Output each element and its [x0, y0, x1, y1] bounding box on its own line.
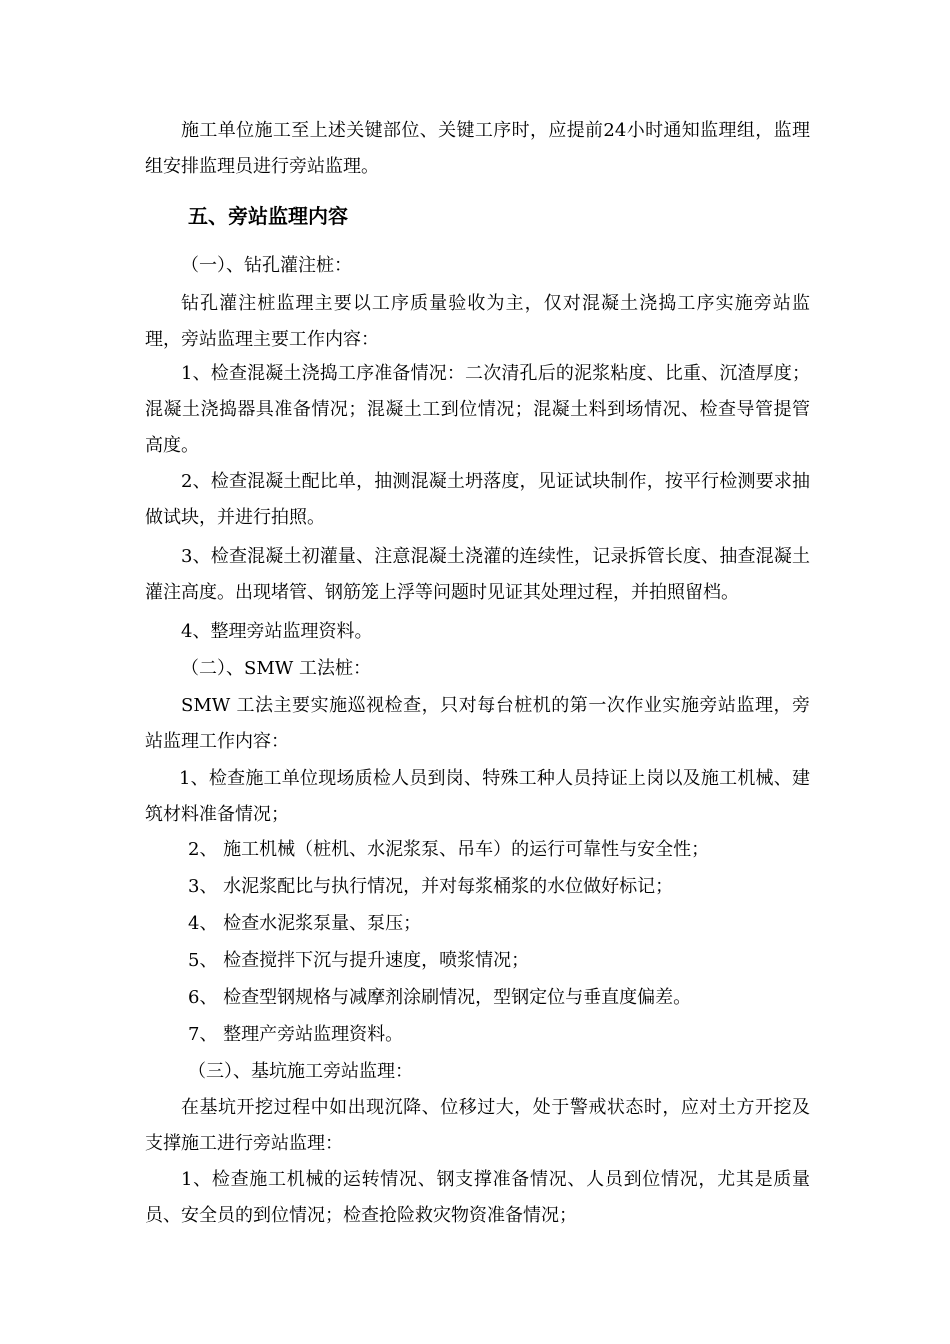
subsection-heading-foundation-pit: （三）、基坑施工旁站监理：: [188, 1061, 413, 1082]
list-item-smw-7: 7、 整理产旁站监理资料。: [188, 1024, 404, 1045]
section-heading-5: 五、旁站监理内容: [188, 204, 348, 228]
paragraph-bored-pile-intro: 钻孔灌注桩监理主要以工序质量验收为主，仅对混凝土浇捣工序实施旁站监理，旁站监理主要工作内容：: [145, 293, 810, 350]
paragraph-foundation-pit-intro: 在基坑开挖过程中如出现沉降、位移过大，处于警戒状态时，应对土方开挖及支撑施工进行旁站监理：: [145, 1097, 810, 1154]
list-item-smw-3: 3、 水泥浆配比与执行情况，并对每浆桶浆的水位做好标记；: [188, 876, 674, 897]
list-item-smw-6: 6、 检查型钢规格与减摩剂涂刷情况，型钢定位与垂直度偏差。: [188, 987, 692, 1008]
list-item-smw-1: 1、检查施工单位现场质检人员到岗、特殊工种人员持证上岗以及施工机械、建筑材料准备情况；: [145, 768, 810, 825]
list-item-bored-pile-1: 1、检查混凝土浇捣工序准备情况：二次清孔后的泥浆粘度、比重、沉渣厚度；混凝土浇捣器具准备情况；混凝土工到位情况；混凝土料到场情况、检查导管提管高度。: [145, 363, 810, 456]
list-item-foundation-pit-1: 1、检查施工机械的运转情况、钢支撑准备情况、人员到位情况，尤其是质量员、安全员的到位情况；检查抢险救灾物资准备情况；: [145, 1169, 810, 1226]
list-item-bored-pile-4: 4、整理旁站监理资料。: [181, 621, 373, 642]
list-item-bored-pile-3: 3、检查混凝土初灌量、注意混凝土浇灌的连续性，记录拆管长度、抽查混凝土灌注高度。出现堵管、钢筋笼上浮等问题时见证其处理过程，并拍照留档。: [145, 546, 810, 603]
paragraph-smw-intro: SMW 工法主要实施巡视检查，只对每台桩机的第一次作业实施旁站监理，旁站监理工作内容：: [145, 695, 810, 752]
list-item-smw-2: 2、 施工机械（桩机、水泥浆泵、吊车）的运行可靠性与安全性；: [188, 839, 710, 860]
paragraph-advance-notice: 施工单位施工至上述关键部位、关键工序时，应提前24小时通知监理组，监理组安排监理员进行旁站监理。: [145, 120, 810, 177]
subsection-heading-bored-pile: （一）、钻孔灌注桩：: [181, 255, 352, 276]
list-item-smw-4: 4、 检查水泥浆泵量、泵压；: [188, 913, 422, 934]
list-item-smw-5: 5、 检查搅拌下沉与提升速度，喷浆情况；: [188, 950, 530, 971]
subsection-heading-smw: （二）、SMW 工法桩：: [181, 658, 371, 679]
list-item-bored-pile-2: 2、检查混凝土配比单，抽测混凝土坍落度，见证试块制作，按平行检测要求抽做试块，并进行拍照。: [145, 471, 810, 528]
